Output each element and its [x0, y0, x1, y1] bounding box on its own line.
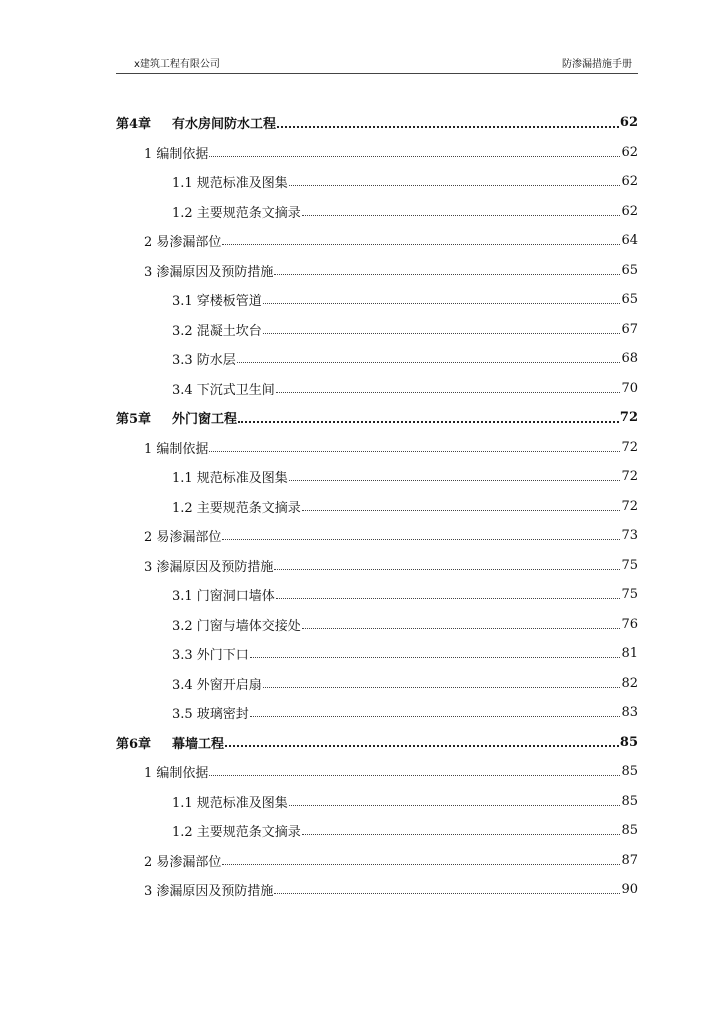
toc-section-entry[interactable] — [116, 875, 638, 905]
toc-entry-label — [172, 821, 301, 840]
toc-entry-label — [144, 143, 208, 162]
toc-page-number: 83 — [621, 705, 638, 721]
toc-dot-leader — [209, 142, 620, 157]
toc-dot-leader — [209, 761, 620, 776]
toc-entry-title: 1 编制依据 — [144, 146, 209, 162]
toc-entry-title: 1.2 主要规范条文摘录 — [172, 205, 301, 221]
toc-page-number: 68 — [621, 351, 638, 367]
toc-dot-leader — [225, 731, 619, 747]
toc-entry-title: 2 易渗漏部位 — [144, 530, 222, 546]
toc-entry-label — [172, 792, 288, 811]
table-of-contents — [116, 108, 638, 905]
toc-entry-title: 3 渗漏原因及预防措施 — [144, 884, 274, 900]
toc-entry-label — [144, 261, 273, 280]
toc-dot-leader — [250, 702, 621, 717]
toc-entry-label — [172, 320, 262, 339]
toc-page-number: 81 — [621, 646, 638, 662]
toc-dot-leader — [222, 230, 620, 245]
toc-entry-title: 3.2 混凝土坎台 — [172, 323, 262, 339]
toc-page-number: 85 — [621, 764, 638, 780]
toc-entry-title: 1.1 规范标准及图集 — [172, 471, 288, 487]
toc-entry-label — [172, 349, 236, 368]
toc-page-number: 70 — [621, 380, 638, 396]
toc-section-entry[interactable] — [116, 226, 638, 256]
manual-title: 防渗漏措施手册 — [562, 59, 632, 70]
toc-entry-title: 幕墙工程 — [172, 736, 225, 752]
toc-dot-leader — [209, 437, 620, 452]
toc-entry-label — [172, 379, 275, 398]
toc-entry-label — [172, 585, 275, 604]
toc-entry-title: 3 渗漏原因及预防措施 — [144, 264, 274, 280]
page-header — [116, 52, 638, 72]
toc-chapter-number: 第6章 — [116, 736, 152, 752]
toc-page-number: 62 — [621, 174, 638, 190]
toc-subsection-entry[interactable] — [116, 315, 638, 345]
toc-subsection-entry[interactable] — [116, 462, 638, 492]
toc-page-number: 72 — [619, 410, 638, 426]
toc-dot-leader — [276, 378, 621, 393]
toc-entry-label — [116, 733, 224, 752]
toc-dot-leader — [250, 643, 621, 658]
toc-page-number: 64 — [621, 233, 638, 249]
toc-page-number: 75 — [621, 587, 638, 603]
toc-page-number: 65 — [621, 262, 638, 278]
toc-entry-title: 1 编制依据 — [144, 766, 209, 782]
toc-page-number: 72 — [621, 469, 638, 485]
toc-page-number: 82 — [621, 675, 638, 691]
toc-entry-label — [144, 526, 221, 545]
toc-page-number: 90 — [621, 882, 638, 898]
toc-page-number: 85 — [621, 823, 638, 839]
toc-subsection-entry[interactable] — [116, 816, 638, 846]
toc-entry-label — [172, 172, 288, 191]
toc-page-number: 87 — [621, 852, 638, 868]
toc-entry-title: 1.1 规范标准及图集 — [172, 176, 288, 192]
toc-section-entry[interactable] — [116, 551, 638, 581]
toc-subsection-entry[interactable] — [116, 197, 638, 227]
toc-entry-title: 外门窗工程 — [172, 412, 238, 428]
toc-entry-label — [172, 467, 288, 486]
toc-dot-leader — [276, 584, 621, 599]
toc-entry-label — [172, 202, 301, 221]
toc-page-number: 85 — [621, 793, 638, 809]
toc-entry-label — [144, 231, 221, 250]
toc-entry-label — [172, 674, 262, 693]
toc-subsection-entry[interactable] — [116, 492, 638, 522]
toc-dot-leader — [289, 466, 621, 481]
toc-dot-leader — [263, 319, 621, 334]
toc-entry-title: 2 易渗漏部位 — [144, 235, 222, 251]
toc-entry-title: 3.5 玻璃密封 — [172, 707, 249, 723]
toc-dot-leader — [302, 820, 621, 835]
toc-entry-title: 3.4 外窗开启扇 — [172, 677, 262, 693]
toc-chapter-number: 第4章 — [116, 117, 152, 133]
toc-chapter-number: 第5章 — [116, 412, 152, 428]
toc-entry-label — [144, 762, 208, 781]
toc-subsection-entry[interactable] — [116, 639, 638, 669]
toc-subsection-entry[interactable] — [116, 580, 638, 610]
toc-dot-leader — [302, 614, 621, 629]
toc-entry-title: 3.3 外门下口 — [172, 648, 249, 664]
toc-section-entry[interactable] — [116, 138, 638, 168]
toc-entry-label — [172, 615, 301, 634]
toc-page-number: 75 — [621, 557, 638, 573]
toc-section-entry[interactable] — [116, 757, 638, 787]
toc-page-number: 73 — [621, 528, 638, 544]
toc-entry-title: 1.2 主要规范条文摘录 — [172, 825, 301, 841]
toc-entry-label — [144, 438, 208, 457]
company-name: x建筑工程有限公司 — [134, 59, 220, 70]
toc-page-number: 76 — [621, 616, 638, 632]
toc-dot-leader — [277, 112, 619, 128]
toc-entry-title: 有水房间防水工程 — [172, 117, 277, 133]
toc-dot-leader — [238, 407, 619, 423]
toc-section-entry[interactable] — [116, 846, 638, 876]
toc-page-number: 62 — [621, 203, 638, 219]
toc-dot-leader — [302, 496, 621, 511]
toc-dot-leader — [289, 791, 621, 806]
toc-entry-title: 1.2 主要规范条文摘录 — [172, 500, 301, 516]
toc-subsection-entry[interactable] — [116, 285, 638, 315]
toc-section-entry[interactable] — [116, 433, 638, 463]
toc-page-number: 72 — [621, 439, 638, 455]
toc-entry-title: 3.1 穿楼板管道 — [172, 294, 262, 310]
toc-entry-title: 2 易渗漏部位 — [144, 854, 222, 870]
toc-entry-label — [172, 644, 249, 663]
toc-dot-leader — [222, 850, 620, 865]
toc-entry-title: 1 编制依据 — [144, 441, 209, 457]
toc-entry-label — [172, 497, 301, 516]
toc-dot-leader — [237, 348, 621, 363]
toc-chapter-entry[interactable] — [116, 728, 638, 758]
toc-subsection-entry[interactable] — [116, 669, 638, 699]
toc-dot-leader — [263, 289, 621, 304]
toc-page-number: 62 — [621, 144, 638, 160]
toc-subsection-entry[interactable] — [116, 610, 638, 640]
toc-subsection-entry[interactable] — [116, 344, 638, 374]
toc-dot-leader — [302, 201, 621, 216]
toc-entry-title: 1.1 规范标准及图集 — [172, 795, 288, 811]
toc-page-number: 62 — [619, 115, 638, 131]
toc-entry-label — [144, 851, 221, 870]
toc-dot-leader — [274, 879, 620, 894]
toc-entry-label — [172, 290, 262, 309]
toc-entry-title: 3.3 防水层 — [172, 353, 236, 369]
toc-page-number: 67 — [621, 321, 638, 337]
toc-subsection-entry[interactable] — [116, 167, 638, 197]
toc-entry-title: 3.4 下沉式卫生间 — [172, 382, 275, 398]
toc-entry-label — [116, 408, 237, 427]
toc-section-entry[interactable] — [116, 521, 638, 551]
toc-subsection-entry[interactable] — [116, 698, 638, 728]
toc-dot-leader — [289, 171, 621, 186]
toc-page-number: 72 — [621, 498, 638, 514]
toc-page-number: 65 — [621, 292, 638, 308]
toc-subsection-entry[interactable] — [116, 787, 638, 817]
toc-chapter-entry[interactable] — [116, 403, 638, 433]
toc-page-number: 85 — [619, 734, 638, 750]
header-divider — [116, 73, 638, 74]
toc-entry-title: 3.1 门窗洞口墙体 — [172, 589, 275, 605]
toc-entry-title: 3 渗漏原因及预防措施 — [144, 559, 274, 575]
toc-dot-leader — [274, 260, 620, 275]
toc-entry-label — [116, 113, 276, 132]
toc-dot-leader — [222, 525, 620, 540]
toc-entry-label — [144, 556, 273, 575]
toc-entry-label — [144, 880, 273, 899]
toc-dot-leader — [274, 555, 620, 570]
toc-entry-title: 3.2 门窗与墙体交接处 — [172, 618, 301, 634]
toc-dot-leader — [263, 673, 621, 688]
toc-section-entry[interactable] — [116, 256, 638, 286]
toc-chapter-entry[interactable] — [116, 108, 638, 138]
toc-subsection-entry[interactable] — [116, 374, 638, 404]
toc-entry-label — [172, 703, 249, 722]
